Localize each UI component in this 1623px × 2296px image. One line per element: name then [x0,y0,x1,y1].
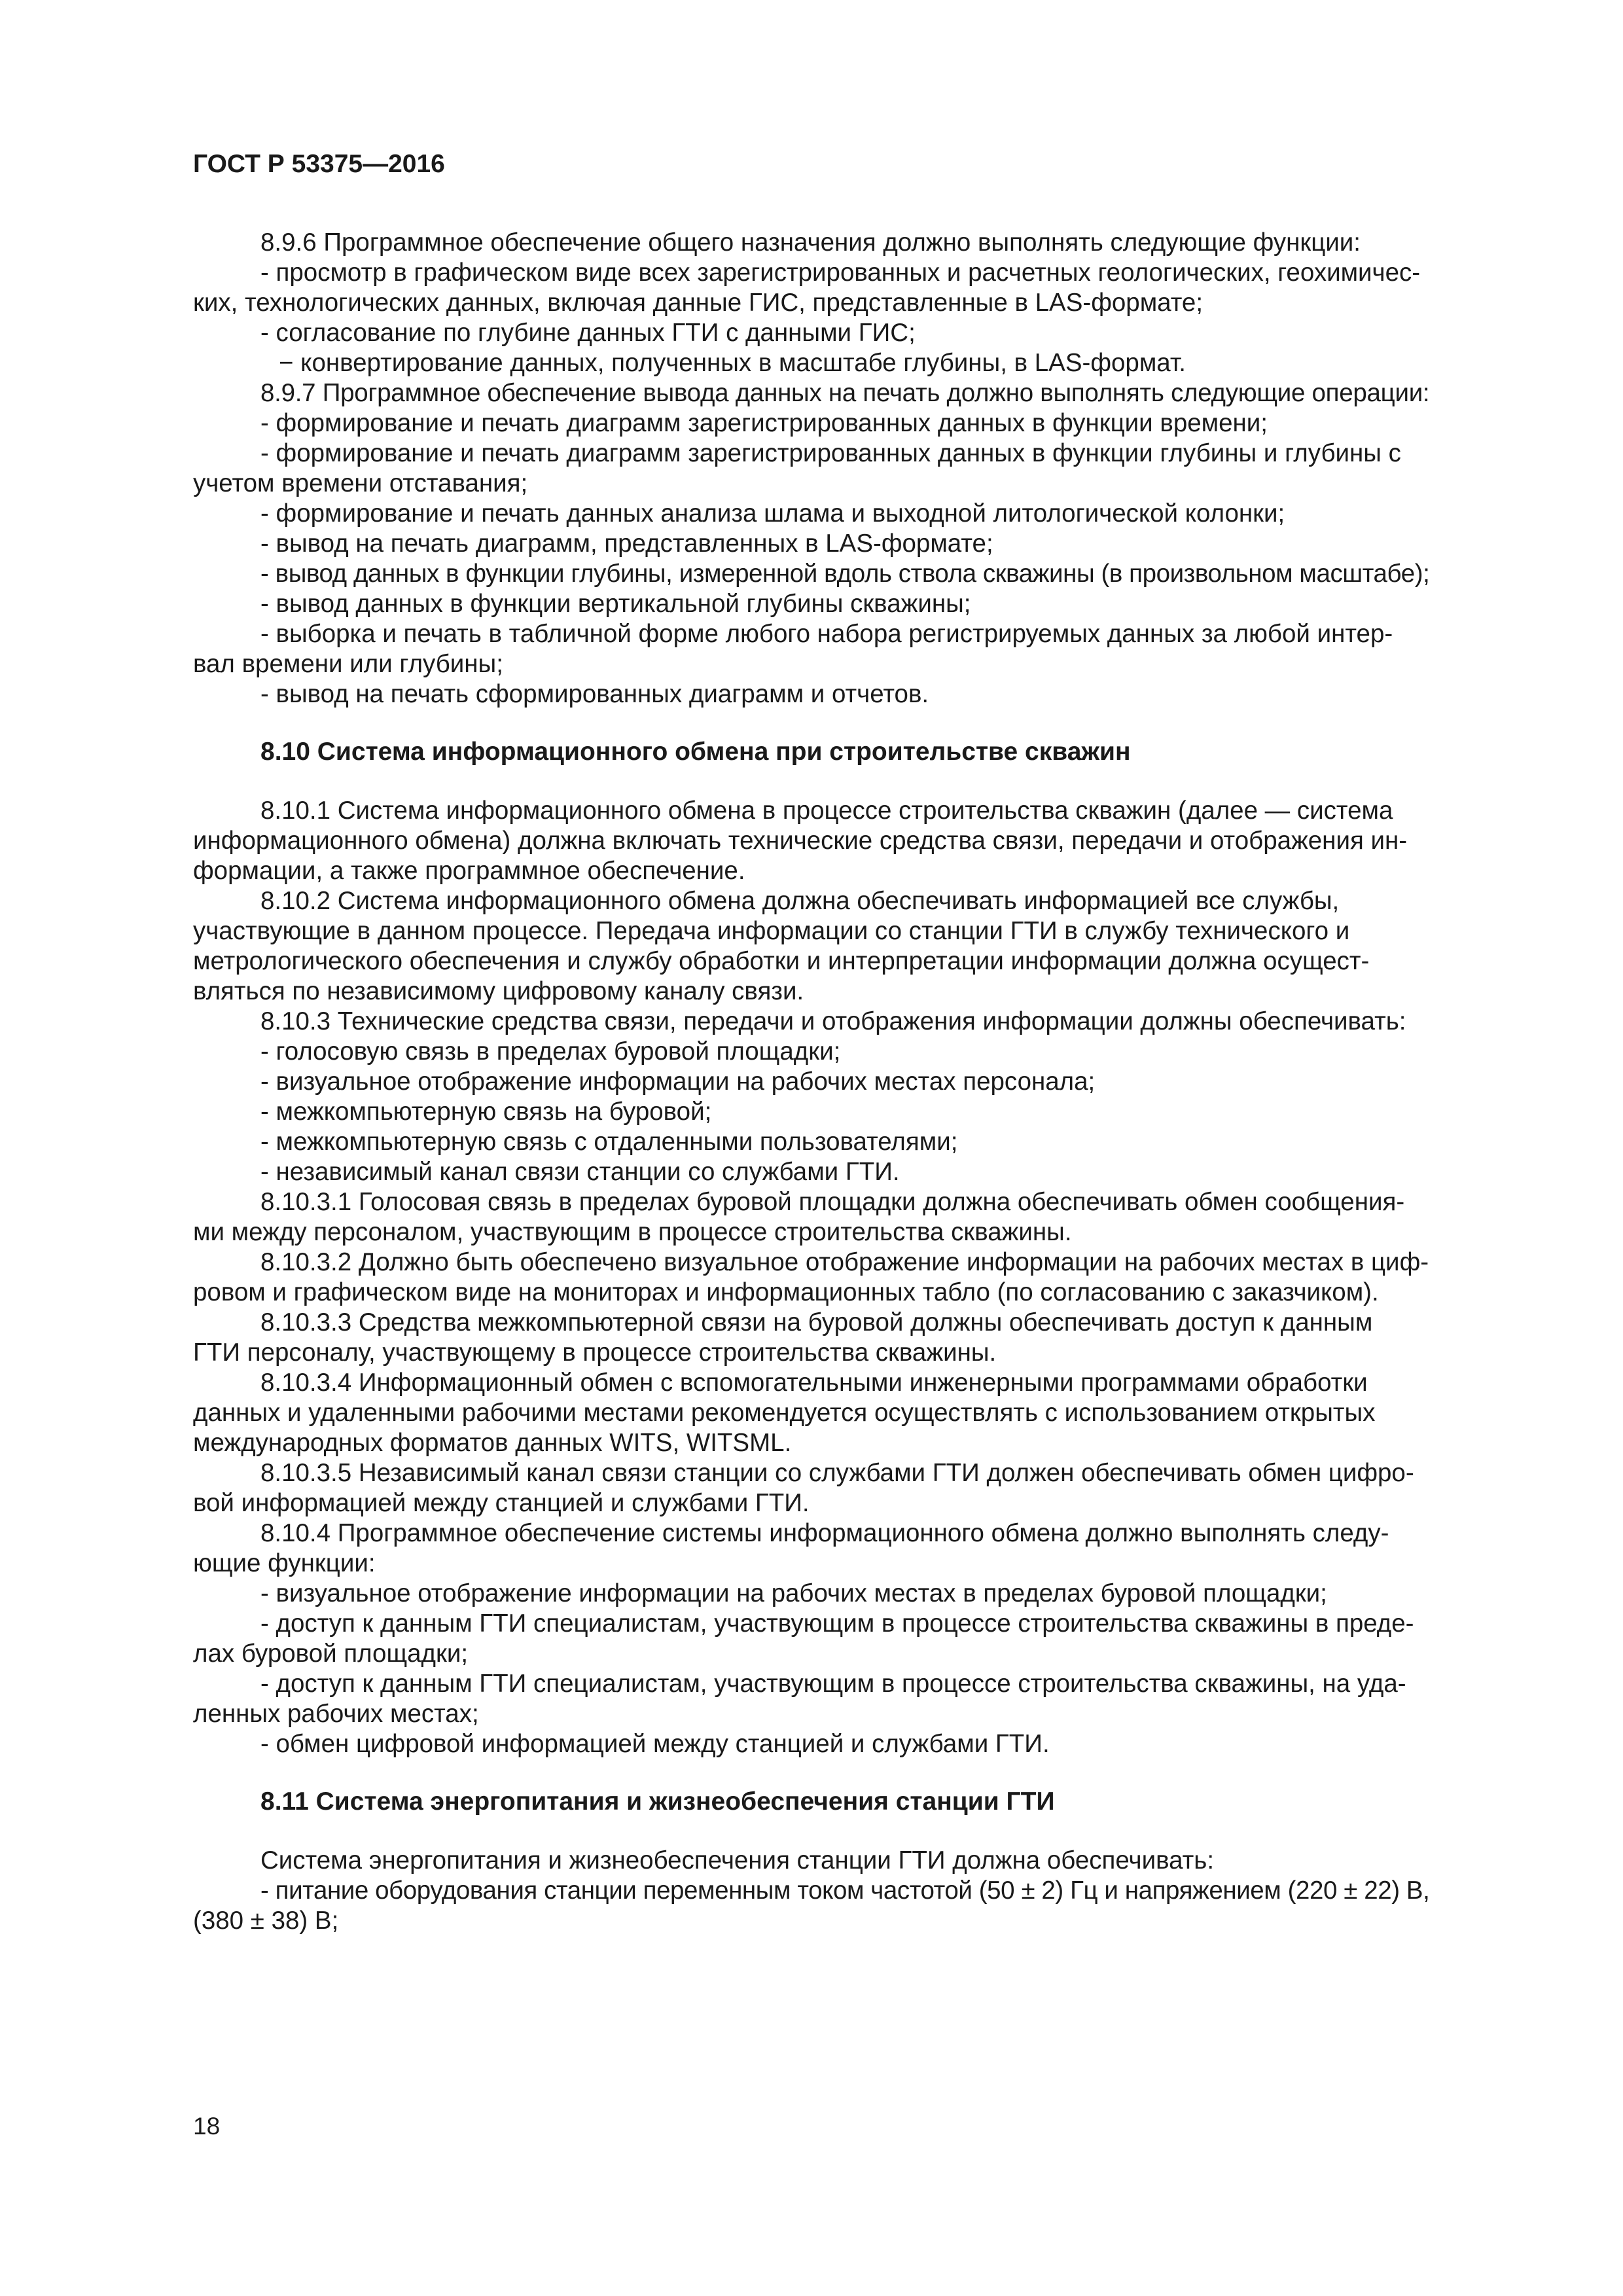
section-heading-8-10: 8.10 Система информационного обмена при строительстве скважин [260,738,1131,766]
list-item-line: - межкомпьютерную связь на буровой; [260,1098,712,1126]
list-item-line: - голосовую связь в пределах буровой площадки; [260,1037,841,1066]
list-item-line: - вывод на печать сформированных диаграмм и отчетов. [260,680,929,708]
list-item-line: - вывод данных в функции вертикальной глубины скважины; [260,590,971,618]
list-item-line: - межкомпьютерную связь с отдаленными пользователями; [260,1128,958,1156]
list-item-line: - согласование по глубине данных ГТИ с данными ГИС; [260,319,916,347]
paragraph-line: 8.9.6 Программное обеспечение общего назначения должно выполнять следующие функции: [260,228,1361,257]
list-item-line: - просмотр в графическом виде всех зарегистрированных и расчетных геологических, геохимичес- [260,259,1421,287]
paragraph-line: международных форматов данных WITS, WITSML. [193,1429,792,1457]
paragraph-line: метрологического обеспечения и службу обработки и интерпретации информации должна осущест- [193,947,1370,975]
document-id-header: ГОСТ Р 53375—2016 [193,150,445,178]
list-item-line: - формирование и печать данных анализа шлама и выходной литологической колонки; [260,499,1285,528]
paragraph-line: 8.10.3.4 Информационный обмен с вспомогательными инженерными программами обработки [260,1369,1368,1397]
paragraph-line: ровом и графическом виде на мониторах и информационных табло (по согласованию с заказчиком). [193,1278,1379,1306]
list-item-line: - визуальное отображение информации на рабочих местах персонала; [260,1067,1096,1096]
list-item-line: - доступ к данным ГТИ специалистам, участвующим в процессе строительства скважины, на уда- [260,1670,1406,1698]
list-item-line: (380 ± 38) В; [193,1907,339,1935]
list-item-line: лах буровой площадки; [193,1640,469,1668]
paragraph-line: 8.10.2 Система информационного обмена должна обеспечивать информацией все службы, [260,887,1340,915]
paragraph-line: 8.10.3 Технические средства связи, передачи и отображения информации должны обеспечивать: [260,1007,1406,1035]
list-item-line: - визуальное отображение информации на рабочих местах в пределах буровой площадки; [260,1579,1327,1607]
list-item-line: - обмен цифровой информацией между станцией и службами ГТИ. [260,1730,1050,1758]
list-item-line: - питание оборудования станции переменным током частотой (50 ± 2) Гц и напряжением (220 ± 22) В, [260,1876,1430,1905]
list-item-line: учетом времени отставания; [193,469,528,497]
paragraph-line: данных и удаленными рабочими местами рекомендуется осуществлять с использованием открытых [193,1399,1376,1427]
paragraph-line: Система энергопитания и жизнеобеспечения станции ГТИ должна обеспечивать: [260,1846,1215,1874]
paragraph-line: участвующие в данном процессе. Передача информации со станции ГТИ в службу технического и [193,917,1350,945]
list-item-line: − конвертирование данных, полученных в масштабе глубины, в LAS-формат. [279,349,1186,377]
list-item-line: - выборка и печать в табличной форме любого набора регистрируемых данных за любой интер- [260,620,1393,648]
paragraph-line: 8.10.3.2 Должно быть обеспечено визуальное отображение информации на рабочих местах в циф- [260,1248,1429,1276]
section-heading-8-11: 8.11 Система энергопитания и жизнеобеспечения станции ГТИ [260,1787,1055,1816]
paragraph-line: формации, а также программное обеспечение. [193,857,745,885]
paragraph-line: 8.9.7 Программное обеспечение вывода данных на печать должно выполнять следующие операции: [260,379,1430,407]
list-item-line: - независимый канал связи станции со службами ГТИ. [260,1158,900,1186]
paragraph-line: ющие функции: [193,1549,376,1577]
paragraph-line: 8.10.3.1 Голосовая связь в пределах буровой площадки должна обеспечивать обмен сообщения- [260,1188,1405,1216]
paragraph-line: ГТИ персоналу, участвующему в процессе строительства скважины. [193,1338,997,1367]
paragraph-line: вой информацией между станцией и службами ГТИ. [193,1489,810,1517]
list-item-line: - формирование и печать диаграмм зарегистрированных данных в функции глубины и глубины с [260,439,1401,467]
list-item-line: ких, технологических данных, включая данные ГИС, представленные в LAS-формате; [193,289,1204,317]
paragraph-line: 8.10.3.3 Средства межкомпьютерной связи на буровой должны обеспечивать доступ к данным [260,1308,1373,1336]
list-item-line: - доступ к данным ГТИ специалистам, участвующим в процессе строительства скважины в преде- [260,1609,1414,1638]
paragraph-line: 8.10.4 Программное обеспечение системы информационного обмена должно выполнять следу- [260,1519,1389,1547]
list-item-line: - формирование и печать диаграмм зарегистрированных данных в функции времени; [260,409,1268,437]
page-number: 18 [193,2113,221,2140]
paragraph-line: вляться по независимому цифровому каналу связи. [193,977,804,1005]
list-item-line: - вывод на печать диаграмм, представленных в LAS-формате; [260,529,993,558]
paragraph-line: ми между персоналом, участвующим в процессе строительства скважины. [193,1218,1072,1246]
paragraph-line: 8.10.3.5 Независимый канал связи станции со службами ГТИ должен обеспечивать обмен цифро- [260,1459,1414,1487]
list-item-line: ленных рабочих местах; [193,1700,479,1728]
list-item-line: - вывод данных в функции глубины, измеренной вдоль ствола скважины (в произвольном масштабе); [260,560,1430,588]
list-item-line: вал времени или глубины; [193,650,503,678]
paragraph-line: информационного обмена) должна включать технические средства связи, передачи и отображения ин- [193,827,1408,855]
paragraph-line: 8.10.1 Система информационного обмена в процессе строительства скважин (далее — система [260,797,1393,825]
